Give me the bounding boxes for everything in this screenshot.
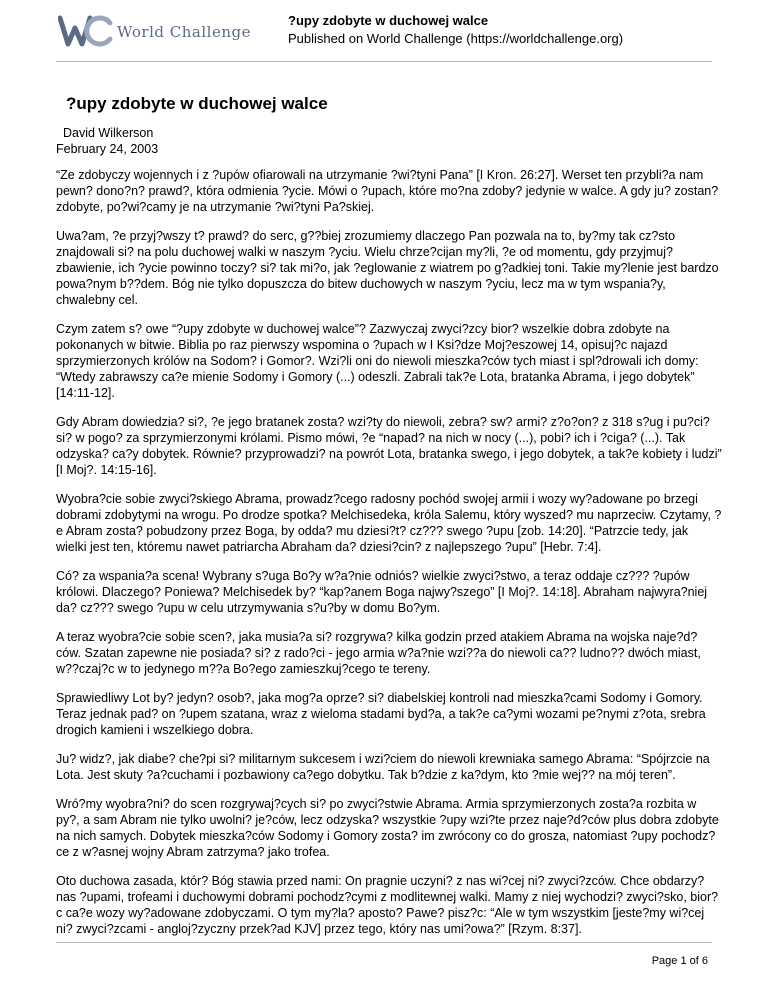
page-header (0, 0, 768, 66)
paragraph: Wyobra?cie sobie zwyci?skiego Abrama, prowadz?cego radosny pochód swojej armii i wozy wy?adowane po brzegi dobrami zdobytymi na wrogu. Po drodze spotka? Melchisedeka, króla Salemu, który wyszed? mu naprzeciw. Czytamy, ?e Abram zosta? pobudzony przez Boga, by odda? mu dziesi?t? cz??? swego ?upu [zob. 14:20]. “Patrzcie tedy, jak wielki jest ten, któremu nawet patriarcha Abraham da? dziesi?cin? z najlepszego ?upu” [Hebr. 7:4]. (56, 492, 722, 554)
page-number: Page 1 of 6 (651, 955, 708, 967)
article-author: David Wilkerson (63, 126, 154, 140)
paragraph: Có? za wspania?a scena! Wybrany s?uga Bo?y w?a?nie odniós? wielkie zwyci?stwo, a teraz oddaje cz??? ?upów królowi. Dlaczego? Poniewa? Melchisedek by? “kap?anem Boga najwy?szego” [I Moj?. 14:18]. Abraham najwyra?niej da? cz??? swego ?upu w celu utrzymywania s?u?by w domu Bo?ym. (56, 569, 708, 615)
article-date: February 24, 2003 (56, 142, 159, 156)
header-divider (56, 61, 712, 62)
footer-divider (56, 942, 712, 943)
paragraph: “Ze zdobyczy wojennych i z ?upów ofiarowali na utrzymanie ?wi?tyni Pana” [I Kron. 26:27]. Werset ten przybli?a nam pewn? dono?n? prawd?, która odmienia ?ycie. Mówi o ?upach, które mo?na zdoby? jedynie w walce. A gdy ju? zostan? zdobyte, po?wi?camy je na utrzymanie ?wi?tyni Pa?skiej. (56, 168, 719, 214)
wc-logo-icon (58, 14, 114, 48)
paragraph: Czym zatem s? owe “?upy zdobyte w duchowej walce”? Zazwyczaj zwyci?zcy bior? wszelkie dobra zdobyte na pokonanych w bitwie. Biblia po raz pierwszy wspomina o ?upach w I Ksi?dze Moj?eszowej 14, opisuj?c najazd sprzymierzonych królów na Sodom? i Gomor?. Wzi?li oni do niewoli mieszka?ców tych miast i spl?drowali ich domy: “Wtedy zabrawszy ca?e mienie Sodomy i Gomory (...) odeszli. Zabrali tak?e Lota, bratanka Abrama, i jego dobytek” [14:11-12]. (56, 322, 699, 400)
header-published-on: Published on World Challenge (https://worldchallenge.org) (288, 31, 624, 46)
paragraph: Wró?my wyobra?ni? do scen rozgrywaj?cych si? po zwyci?stwie Abrama. Armia sprzymierzonych zosta?a rozbita w py?, a sam Abram nie tylko uwolni? je?ców, lecz odzyska? wszystkie ?upy wzi?te przez naje?d?ców plus dobra zdobyte na nich samych. Dobytek mieszka?ców Sodomy i Gomory zosta? im zwrócony co do grosza, natomiast ?upy pochodz?ce z w?asnej wojny Abram zatrzyma? jako trofea. (56, 797, 719, 859)
paragraph: Uwa?am, ?e przyj?wszy t? prawd? do serc, g??biej zrozumiemy dlaczego Pan pozwala na to, by?my tak cz?sto znajdowali si? na polu duchowej walki w naszym ?yciu. Wielu chrze?cijan my?li, ?e od momentu, gdy przyjmuj? zbawienie, ich ?ycie powinno toczy? si? tak mi?o, jak ?eglowanie z wiatrem po g?adkiej toni. Takie my?lenie jest bardzo powa?nym b??dem. Bóg nie tylko dopuszcza do bitew duchowych w naszym ?yciu, lecz ma w tym wspania?y, chwalebny cel. (56, 229, 719, 307)
paragraph: Gdy Abram dowiedzia? si?, ?e jego bratanek zosta? wzi?ty do niewoli, zebra? sw? armi? z?o?on? z 318 s?ug i pu?ci? si? w pogo? za sprzymierzonymi królami. Pismo mówi, ?e “napad? na nich w nocy (...), pobi? ich i ?ciga? (...). Tak odzyska? ca?y dobytek. Równie? przyprowadzi? na powrót Lota, bratanka swego, i jego dobytek, a tak?e kobiety i ludzi” [I Moj?. 14:15-16]. (56, 415, 722, 477)
world-challenge-logo[interactable] (58, 14, 270, 48)
article-body (56, 167, 722, 950)
article-title: ?upy zdobyte w duchowej walce (66, 94, 328, 113)
logo-wordmark: World Challenge (117, 23, 251, 41)
paragraph: Sprawiedliwy Lot by? jedyn? osob?, jaka mog?a oprze? si? diabelskiej kontroli nad mieszka?cami Sodomy i Gomory. Teraz jednak pad? on ?upem szatana, wraz z wieloma stadami byd?a, a tak?e ca?ymi wozami pe?nymi z?ota, srebra drogich kamieni i wszelkiego dobra. (56, 691, 706, 737)
header-doc-title: ?upy zdobyte w duchowej walce (288, 13, 489, 28)
paragraph: Oto duchowa zasada, któr? Bóg stawia przed nami: On pragnie uczyni? z nas wi?cej ni? zwyci?zców. Chce obdarzy? nas ?upami, trofeami i duchowymi dobrami pochodz?cymi z modlitewnej walki. Mamy z niej wychodzi? zwyci?sko, bior?c ca?e wozy wy?adowane zdobyczami. O tym my?la? aposto? Pawe? pisz?c: “Ale w tym wszystkim [jeste?my wi?cej ni? zwyci?zcami - angloj?zyczny przek?ad KJV] przez tego, który nas umi?owa?” [Rzym. 8:37]. (56, 874, 719, 936)
paragraph: Ju? widz?, jak diabe? che?pi si? militarnym sukcesem i wzi?ciem do niewoli krewniaka samego Abrama: “Spójrzcie na Lota. Jest skuty ?a?cuchami i pozbawiony ca?ego dobytku. Tak b?dzie z ka?dym, kto ?mie wej?? na mój teren”. (56, 752, 710, 782)
paragraph: A teraz wyobra?cie sobie scen?, jaka musia?a si? rozgrywa? kilka godzin przed atakiem Abrama na wojska naje?d?ców. Szatan zapewne nie posiada? si? z rado?ci - jego armia w?a?nie wzi??a do niewoli ca?? ludno?? dwóch miast, w??czaj?c w to jedynego m??a Bo?ego zamieszkuj?cego te tereny. (56, 630, 701, 676)
